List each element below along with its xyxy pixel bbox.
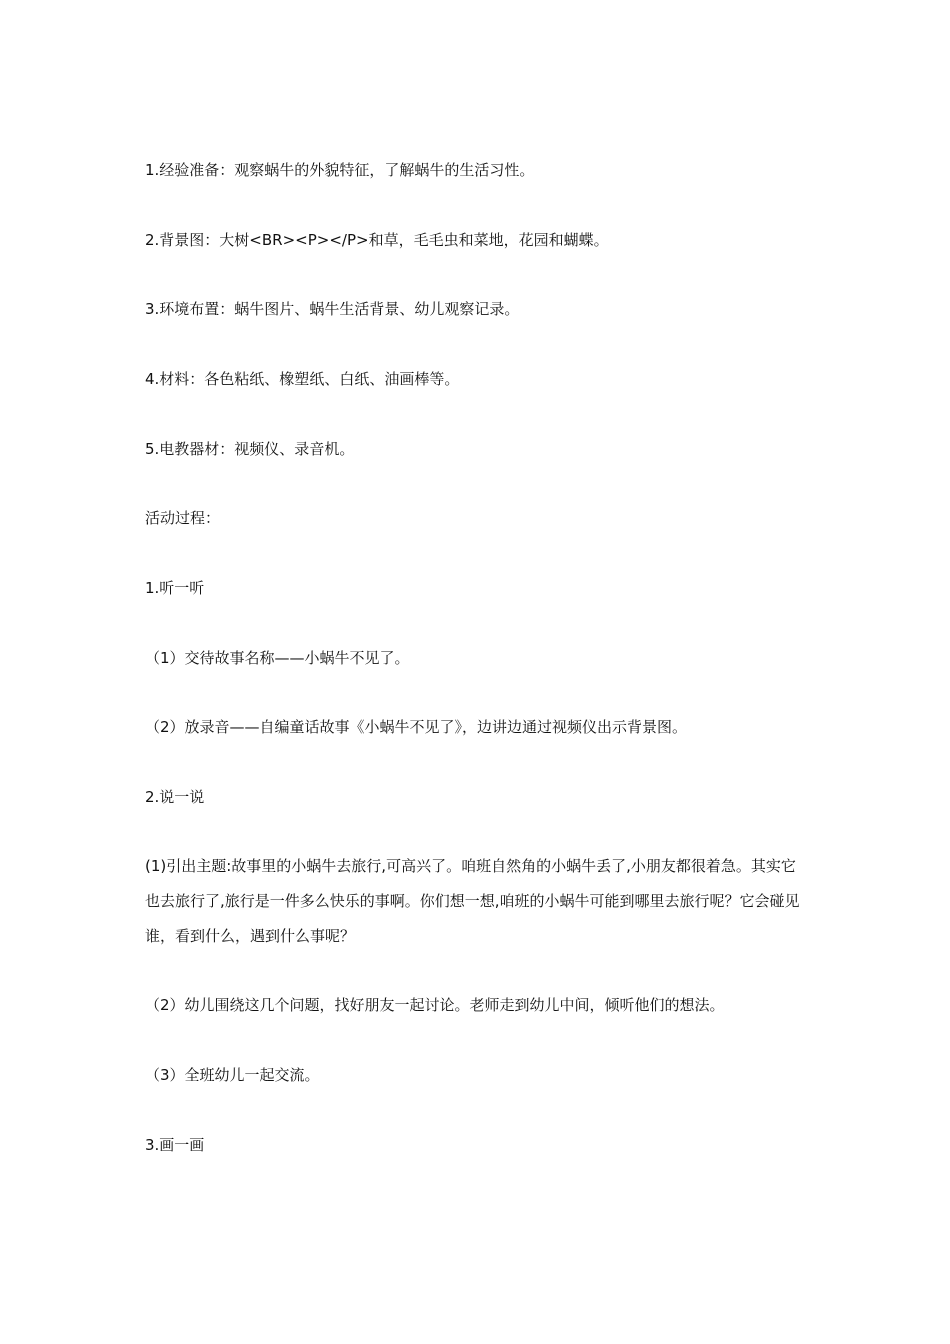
prep-environment: 3.环境布置：蜗牛图片、蜗牛生活背景、幼儿观察记录。 [145,300,520,318]
prep-background: 2.背景图：大树<BR><P></P>和草，毛毛虫和菜地，花园和蝴蝶。 [145,231,609,249]
activity-process-heading: 活动过程： [145,509,221,527]
step-talk-item-2: （2）幼儿围绕这几个问题，找好朋友一起讨论。老师走到幼儿中间，倾听他们的想法。 [145,996,725,1014]
step-talk-item-3: （3）全班幼儿一起交流。 [145,1066,320,1084]
step-talk-item-1: (1)引出主题:故事里的小蜗牛去旅行,可高兴了。咱班自然角的小蜗牛丢了,小朋友都很着急。其实它也去旅行了,旅行是一件多么快乐的事啊。你们想一想,咱班的小蜗牛可能到哪里去旅行呢？它会碰见谁，看到什么，遇到什么事呢？ [145,857,800,945]
step-draw-heading: 3.画一画 [145,1136,205,1154]
prep-experience: 1.经验准备：观察蜗牛的外貌特征，了解蜗牛的生活习性。 [145,161,535,179]
step-listen-item-1: （1）交待故事名称——小蜗牛不见了。 [145,649,410,667]
step-talk-heading: 2.说一说 [145,788,205,806]
prep-materials: 4.材料：各色粘纸、橡塑纸、白纸、油画棒等。 [145,370,460,388]
step-listen-item-2: （2）放录音——自编童话故事《小蜗牛不见了》，边讲边通过视频仪出示背景图。 [145,718,688,736]
prep-equipment: 5.电教器材：视频仪、录音机。 [145,440,355,458]
step-listen-heading: 1.听一听 [145,579,205,597]
